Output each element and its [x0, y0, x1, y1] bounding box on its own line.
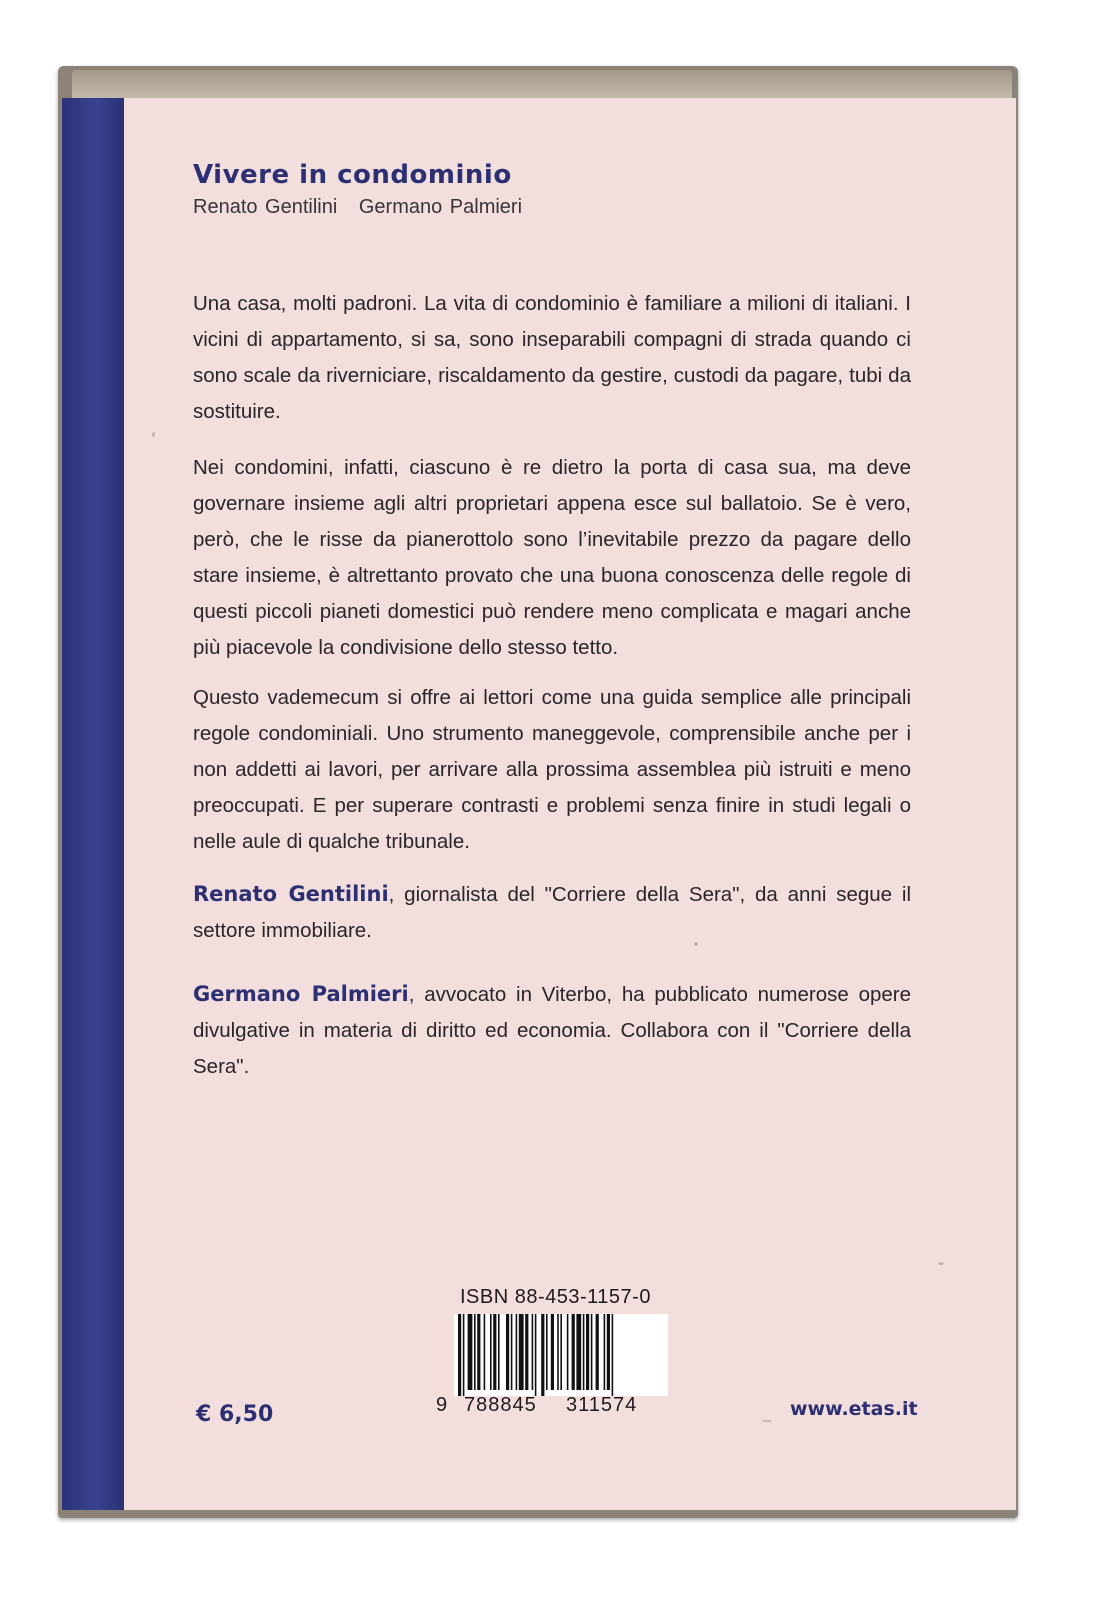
- bio-text: , avvocato in Viterbo, ha pubblicato numerose opere divulgative in materia di diritto ed economia. Collabora con il "Corriere della Sera".: [193, 983, 911, 1078]
- barcode-bar: [506, 1314, 509, 1390]
- barcode-bar: [477, 1314, 480, 1390]
- author-bio: [193, 976, 911, 1085]
- barcode-bar: [498, 1314, 500, 1390]
- book-title: Vivere in condominio: [193, 160, 512, 190]
- publisher-website: www.etas.it: [790, 1398, 918, 1420]
- barcode-bar: [463, 1314, 465, 1396]
- barcode-first-digit: 9: [436, 1394, 448, 1416]
- barcode: [454, 1314, 668, 1396]
- author-line: [193, 196, 913, 219]
- barcode-bar: [596, 1314, 599, 1390]
- barcode-bar: [572, 1314, 575, 1390]
- barcode-bar: [519, 1314, 524, 1390]
- barcode-bar: [591, 1314, 593, 1390]
- bio-author-name: Renato Gentilini: [193, 882, 389, 906]
- barcode-bar: [576, 1314, 581, 1390]
- barcode-bar: [490, 1314, 492, 1390]
- bio-text: , giornalista del "Corriere della Sera", da anni segue il settore immobiliare.: [193, 883, 911, 942]
- description-paragraph: Nei condomini, infatti, ciascuno è re dietro la porta di casa sua, ma deve governare insieme agli altri proprietari appena esce sul ballatoio. Se è vero, però, che le risse da pianerottolo sono l’inevitabile prezzo da pagare dello stare insieme, è altrettanto provato che una buona conoscenza delle regole di questi piccoli pianeti domestici può rendere meno complicata e magari anche più piacevole la condivisione dello stesso tetto.: [193, 456, 911, 659]
- barcode-bar: [546, 1314, 548, 1390]
- price: € 6,50: [196, 1402, 274, 1427]
- author-name: Germano Palmieri: [358, 196, 523, 218]
- author-bio: [193, 876, 911, 949]
- barcode-bar: [458, 1314, 461, 1396]
- barcode-bar: [484, 1314, 486, 1390]
- description-paragraph: Una casa, molti padroni. La vita di condominio è familiare a milioni di italiani. I vicini di appartamento, si sa, sono inseparabili compagni di strada quando ci sono scale da riverniciare, riscaldamento da gestire, custodi da pagare, tubi da sostituire.: [193, 292, 911, 423]
- barcode-bar: [551, 1314, 554, 1390]
- author-name: Renato Gentilini: [193, 196, 338, 218]
- barcode-bar: [607, 1314, 610, 1390]
- barcode-bar: [511, 1314, 513, 1390]
- barcode-bar: [612, 1314, 614, 1396]
- barcode-bar: [474, 1314, 476, 1390]
- dust-speck: [694, 942, 698, 946]
- barcode-bar: [604, 1314, 606, 1390]
- barcode-bar: [535, 1314, 537, 1396]
- dust-speck: [938, 1262, 944, 1265]
- barcode-bar: [493, 1314, 496, 1390]
- barcode-bar: [557, 1314, 559, 1390]
- barcode-bar: [583, 1314, 585, 1390]
- barcode-right-group: 311574: [566, 1394, 638, 1416]
- bio-author-name: Germano Palmieri: [193, 982, 409, 1006]
- barcode-bar: [560, 1314, 562, 1390]
- barcode-bar: [516, 1314, 518, 1390]
- barcode-bar: [468, 1314, 473, 1390]
- barcode-bars: [454, 1314, 668, 1396]
- dust-speck: [152, 432, 155, 437]
- barcode-bar: [525, 1314, 528, 1390]
- barcode-left-group: 788845: [464, 1394, 537, 1416]
- barcode-bar: [541, 1314, 544, 1396]
- barcode-bar: [567, 1314, 569, 1390]
- isbn-label: ISBN 88-453-1157-0: [460, 1286, 651, 1308]
- dust-speck: [762, 1420, 772, 1422]
- spine-color-band: [62, 98, 124, 1510]
- barcode-bar: [586, 1314, 589, 1390]
- barcode-bar: [532, 1314, 534, 1390]
- description-paragraph: Questo vademecum si offre ai lettori come una guida semplice alle principali regole condominiali. Uno strumento maneggevole, comprensibile anche per i non addetti ai lavori, per arrivare alla prossima assemblea più istruiti e meno preoccupati. E per superare contrasti e problemi senza finire in studi legali o nelle aule di qualche tribunale.: [193, 686, 911, 853]
- cover-text-block: [193, 160, 913, 1078]
